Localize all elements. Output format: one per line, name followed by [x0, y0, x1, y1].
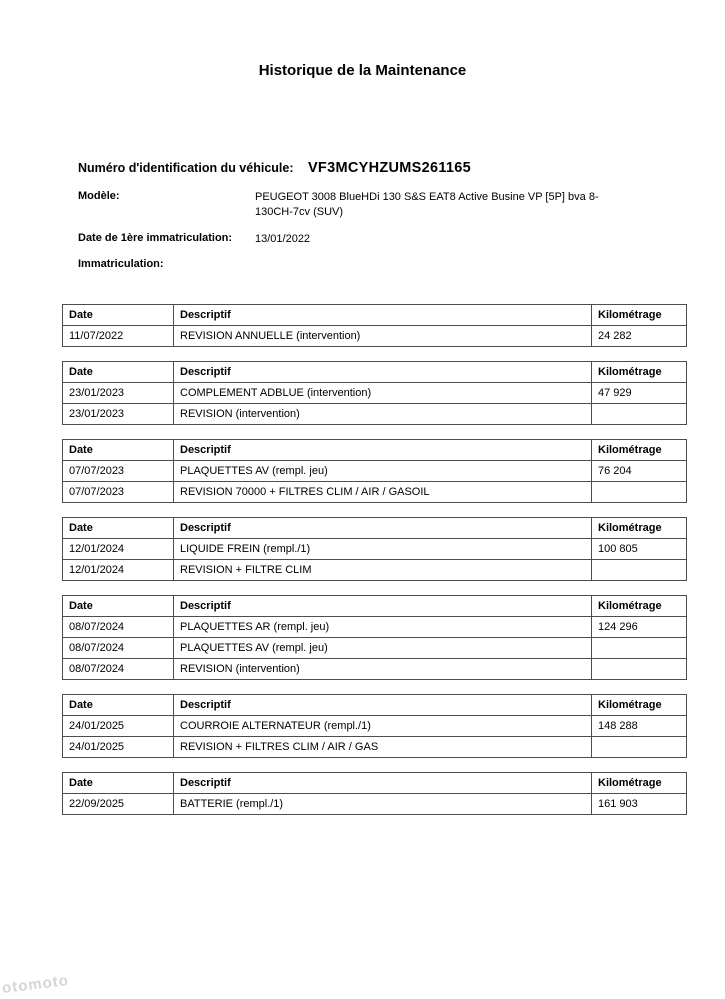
col-header-date: Date — [63, 695, 174, 716]
col-header-date: Date — [63, 440, 174, 461]
date-cell: 23/01/2023 — [63, 383, 174, 404]
col-header-kilometrage: Kilométrage — [592, 596, 687, 617]
kilometrage-cell — [592, 560, 687, 581]
descriptif-cell: COMPLEMENT ADBLUE (intervention) — [174, 383, 592, 404]
vin-line — [78, 159, 725, 177]
maintenance-table — [62, 439, 687, 503]
col-header-descriptif: Descriptif — [174, 362, 592, 383]
maintenance-table — [62, 595, 687, 680]
kilometrage-cell: 76 204 — [592, 461, 687, 482]
kilometrage-cell — [592, 638, 687, 659]
descriptif-cell: BATTERIE (rempl./1) — [174, 794, 592, 815]
col-header-descriptif: Descriptif — [174, 518, 592, 539]
table-row — [63, 461, 687, 482]
date-cell: 12/01/2024 — [63, 539, 174, 560]
table-row — [63, 326, 687, 347]
descriptif-cell: LIQUIDE FREIN (rempl./1) — [174, 539, 592, 560]
descriptif-cell: PLAQUETTES AR (rempl. jeu) — [174, 617, 592, 638]
table-row — [63, 539, 687, 560]
date-cell: 08/07/2024 — [63, 659, 174, 680]
modele-label: Modèle: — [78, 190, 120, 202]
maintenance-table — [62, 304, 687, 347]
date-cell: 07/07/2023 — [63, 461, 174, 482]
maintenance-table — [62, 517, 687, 581]
table-header-row — [63, 695, 687, 716]
kilometrage-cell: 24 282 — [592, 326, 687, 347]
col-header-kilometrage: Kilométrage — [592, 518, 687, 539]
maintenance-table — [62, 361, 687, 425]
vin-label: Numéro d'identification du véhicule: — [78, 161, 294, 175]
table-row — [63, 482, 687, 503]
col-header-descriptif: Descriptif — [174, 305, 592, 326]
table-row — [63, 404, 687, 425]
table-row — [63, 794, 687, 815]
page-title: Historique de la Maintenance — [258, 62, 467, 79]
table-header-row — [63, 305, 687, 326]
descriptif-cell: REVISION + FILTRE CLIM — [174, 560, 592, 581]
col-header-date: Date — [63, 518, 174, 539]
kilometrage-cell — [592, 659, 687, 680]
table-header-row — [63, 440, 687, 461]
col-header-date: Date — [63, 773, 174, 794]
date-cell: 08/07/2024 — [63, 638, 174, 659]
descriptif-cell: REVISION 70000 + FILTRES CLIM / AIR / GASOIL — [174, 482, 592, 503]
kilometrage-cell: 47 929 — [592, 383, 687, 404]
date-cell: 12/01/2024 — [63, 560, 174, 581]
col-header-date: Date — [63, 362, 174, 383]
first-registration-label: Date de 1ère immatriculation: — [78, 231, 233, 244]
descriptif-cell: PLAQUETTES AV (rempl. jeu) — [174, 461, 592, 482]
info-row-modele — [78, 190, 725, 221]
descriptif-cell: REVISION + FILTRES CLIM / AIR / GAS — [174, 737, 592, 758]
col-header-date: Date — [63, 596, 174, 617]
col-header-kilometrage: Kilométrage — [592, 695, 687, 716]
date-cell: 07/07/2023 — [63, 482, 174, 503]
kilometrage-cell: 161 903 — [592, 794, 687, 815]
table-header-row — [63, 596, 687, 617]
table-header-row — [63, 518, 687, 539]
col-header-descriptif: Descriptif — [174, 440, 592, 461]
info-row-first-registration — [78, 232, 725, 247]
vehicle-info — [78, 190, 725, 270]
col-header-descriptif: Descriptif — [174, 695, 592, 716]
descriptif-cell: REVISION (intervention) — [174, 659, 592, 680]
modele-value: PEUGEOT 3008 BlueHDi 130 S&S EAT8 Active Busine VP [5P] bva 8-130CH-7cv (SUV) — [255, 191, 599, 219]
kilometrage-cell: 148 288 — [592, 716, 687, 737]
kilometrage-cell — [592, 482, 687, 503]
table-row — [63, 383, 687, 404]
col-header-descriptif: Descriptif — [174, 596, 592, 617]
maintenance-tables — [62, 304, 662, 815]
col-header-descriptif: Descriptif — [174, 773, 592, 794]
kilometrage-cell: 124 296 — [592, 617, 687, 638]
immatriculation-label: Immatriculation: — [78, 258, 164, 271]
table-row — [63, 617, 687, 638]
table-row — [63, 638, 687, 659]
table-header-row — [63, 362, 687, 383]
descriptif-cell: PLAQUETTES AV (rempl. jeu) — [174, 638, 592, 659]
kilometrage-cell: 100 805 — [592, 539, 687, 560]
descriptif-cell: REVISION ANNUELLE (intervention) — [174, 326, 592, 347]
table-row — [63, 716, 687, 737]
date-cell: 22/09/2025 — [63, 794, 174, 815]
date-cell: 24/01/2025 — [63, 737, 174, 758]
table-row — [63, 560, 687, 581]
kilometrage-cell — [592, 737, 687, 758]
col-header-kilometrage: Kilométrage — [592, 362, 687, 383]
immatriculation-value — [255, 258, 603, 270]
table-row — [63, 737, 687, 758]
descriptif-cell: COURROIE ALTERNATEUR (rempl./1) — [174, 716, 592, 737]
maintenance-table — [62, 694, 687, 758]
watermark: otomoto — [1, 971, 70, 998]
maintenance-table — [62, 772, 687, 815]
date-cell: 08/07/2024 — [63, 617, 174, 638]
info-row-immatriculation — [78, 258, 725, 270]
date-cell: 11/07/2022 — [63, 326, 174, 347]
first-registration-value: 13/01/2022 — [255, 232, 311, 245]
date-cell: 23/01/2023 — [63, 404, 174, 425]
table-header-row — [63, 773, 687, 794]
table-row — [63, 659, 687, 680]
date-cell: 24/01/2025 — [63, 716, 174, 737]
col-header-kilometrage: Kilométrage — [592, 305, 687, 326]
col-header-kilometrage: Kilométrage — [592, 773, 687, 794]
descriptif-cell: REVISION (intervention) — [174, 404, 592, 425]
vin-value: VF3MCYHZUMS261165 — [307, 160, 472, 176]
col-header-date: Date — [63, 305, 174, 326]
col-header-kilometrage: Kilométrage — [592, 440, 687, 461]
kilometrage-cell — [592, 404, 687, 425]
